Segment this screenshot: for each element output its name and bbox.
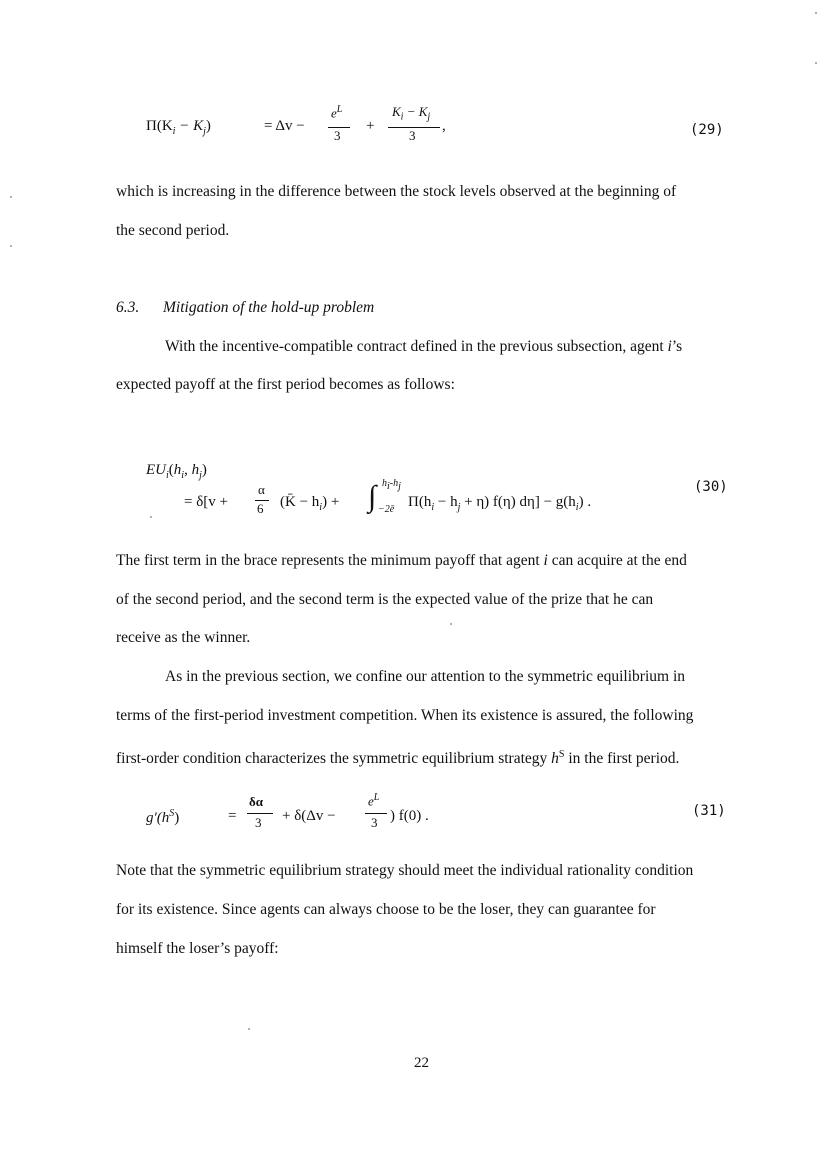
eq31-equals: = xyxy=(228,808,237,824)
section-number: 6.3. xyxy=(116,299,140,316)
equation-29 xyxy=(146,104,746,160)
eq29-frac2-denominator: 3 xyxy=(409,128,416,143)
eq31-frac1-denominator: 3 xyxy=(255,815,262,830)
paragraph-4-line-1: As in the previous section, we confine our attention to the symmetric equilibrium in xyxy=(165,668,685,685)
eq31-tail: ) f(0) . xyxy=(390,808,429,824)
scan-speck xyxy=(10,245,12,247)
eq31-middle: + δ(Δv − xyxy=(282,808,336,824)
paragraph-1-line-2: the second period. xyxy=(116,222,230,239)
eq31-frac2-denominator: 3 xyxy=(371,815,378,830)
eq30-integral-lower: −2ē xyxy=(378,504,395,515)
scan-speck xyxy=(248,1028,250,1030)
eq30-integral-upper: $h_i-h_j$ xyxy=(382,478,401,492)
eq31-frac2-numerator: $e^L$ xyxy=(368,792,380,809)
scan-speck xyxy=(450,623,452,625)
eq29-frac1-numerator: $e^L$ xyxy=(331,104,343,121)
paragraph-5-line-1: Note that the symmetric equilibrium strategy should meet the individual rationality condition xyxy=(116,862,694,879)
scan-speck xyxy=(10,196,12,198)
paragraph-2-line-2: expected payoff at the first period becomes as follows: xyxy=(116,376,455,393)
scan-speck xyxy=(815,12,817,14)
eq30-integrand: $\Pi(h_i - h_j + \eta)$ f(η) $d\eta] - g(h_i)$ . xyxy=(408,494,592,513)
eq31-frac1-numerator: δα xyxy=(249,794,264,809)
paragraph-4-line-2: terms of the first-period investment competition. When its existence is assured, the following xyxy=(116,707,694,724)
eq29-plus: + xyxy=(366,118,375,134)
eq30-line1: $EU_i(h_i$, $h_j$) xyxy=(146,462,207,481)
page-number: 22 xyxy=(414,1055,429,1071)
eq29-trail: , xyxy=(442,118,446,134)
eq29-frac1-denominator: 3 xyxy=(334,128,341,143)
eq29-frac2-numerator: $K_i - K_j$ xyxy=(392,104,431,123)
paragraph-4-line-3: first-order condition characterizes the symmetric equilibrium strategy $h^S$ in the first period. xyxy=(116,749,680,768)
equation-31 xyxy=(146,792,706,846)
equation-30 xyxy=(146,460,716,530)
paragraph-1-line-1: which is increasing in the difference between the stock levels observed at the beginning of xyxy=(116,183,677,200)
eq30-frac-numerator: α xyxy=(258,482,265,497)
eq30-frac-denominator: 6 xyxy=(257,501,264,516)
eq30-line2-start: = δ[v + xyxy=(184,494,228,510)
equation-29-number: (29) xyxy=(690,122,724,138)
equation-31-number: (31) xyxy=(692,803,726,819)
paragraph-5-line-3: himself the loser’s payoff: xyxy=(116,940,279,957)
paragraph-3-line-3: receive as the winner. xyxy=(116,629,251,646)
section-title: Mitigation of the hold-up problem xyxy=(163,299,375,316)
paragraph-5-line-2: for its existence. Since agents can always choose to be the loser, they can guarantee for xyxy=(116,901,656,918)
eq31-frac2-bar xyxy=(365,813,387,814)
equation-30-number: (30) xyxy=(694,479,728,495)
eq31-frac1-bar xyxy=(247,813,273,814)
eq30-paren: (K̄ − $h_i$) + xyxy=(280,494,340,513)
scan-speck xyxy=(815,62,817,64)
eq29-equals: = Δv − xyxy=(264,118,305,134)
paragraph-3-line-1: The first term in the brace represents the minimum payoff that agent i can acquire at the end xyxy=(116,552,687,569)
paragraph-3-line-2: of the second period, and the second term is the expected value of the prize that he can xyxy=(116,591,654,608)
paragraph-2-line-1: With the incentive-compatible contract defined in the previous subsection, agent i’s xyxy=(165,338,683,355)
scan-speck xyxy=(150,516,152,518)
eq30-integral-sign: ∫ xyxy=(368,480,377,513)
eq31-lhs: $g'(h^S)$ xyxy=(146,808,180,826)
eq29-lhs: $\Pi(K_i - K_j)$ xyxy=(146,118,211,137)
